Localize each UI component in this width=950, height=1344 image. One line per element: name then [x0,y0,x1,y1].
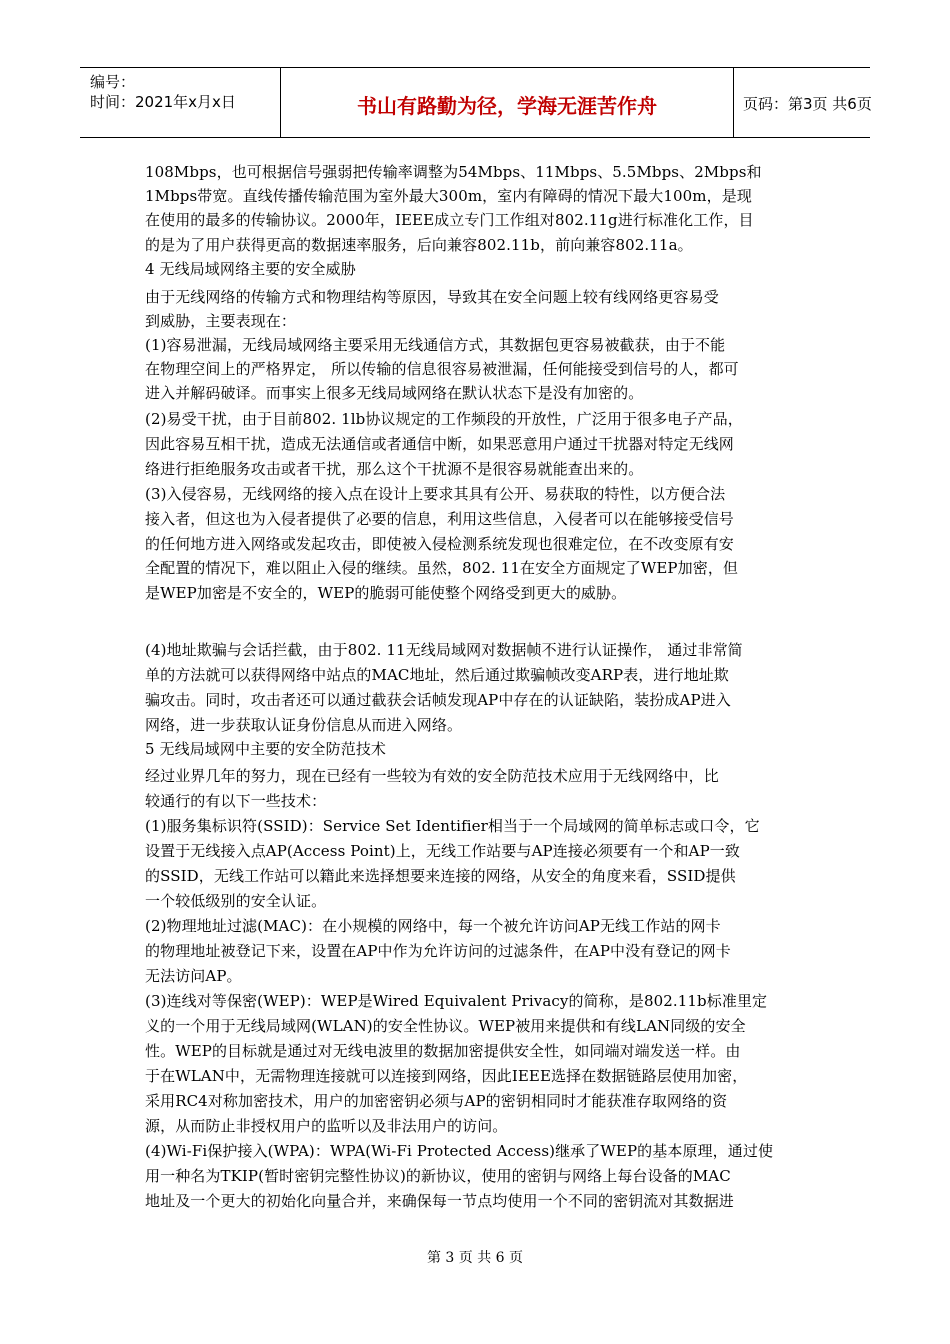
page-header [80,67,870,138]
body-line: 骗攻击。同时，攻击者还可以通过截获会话帧发现AP中存在的认证缺陷，装扮成AP进入 [145,691,731,709]
header-motto: 书山有路勤为径，学海无涯苦作舟 [357,94,657,118]
body-line: 在物理空间上的严格界定， 所以传输的信息很容易被泄漏，任何能接受到信号的人，都可 [145,360,739,378]
body-line: (3)连线对等保密(WEP)：WEP是Wired Equivalent Privacy的简称，是802.11b标准里定 [145,992,768,1010]
header-motto-cell [280,68,734,137]
body-line: (1)服务集标识符(SSID)：Service Set Identifier相当于一个局域网的简单标志或口令，它 [145,817,760,835]
body-line: 是WEP加密是不安全的，WEP的脆弱可能使整个网络受到更大的威胁。 [145,584,627,602]
body-line: 于在WLAN中，无需物理连接就可以连接到网络，因此IEEE选择在数据链路层使用加密， [145,1067,748,1085]
body-line: 无法访问AP。 [145,967,242,985]
body-line: 进入并解码破译。而事实上很多无线局域网络在默认状态下是没有加密的。 [145,384,644,402]
body-line: (2)物理地址过滤(MAC)：在小规模的网络中，每一个被允许访问AP无线工作站的网卡 [145,917,721,935]
page-footer: 第 3 页 共 6 页 [426,1250,524,1266]
body-line: (1)容易泄漏，无线局域网络主要采用无线通信方式，其数据包更容易被截获，由于不能 [145,336,726,354]
header-page-cell [733,68,870,137]
body-line: 较通行的有以下一些技术： [145,792,327,810]
body-line: 设置于无线接入点AP(Access Point)上，无线工作站要与AP连接必须要有一个和AP一致 [145,842,740,860]
body-line: (4)地址欺骗与会话拦截，由于802. 11无线局域网对数据帧不进行认证操作， 通过非常简 [145,641,743,659]
body-line: 在使用的最多的传输协议。2000年，IEEE成立专门工作组对802.11g进行标准化工作，目 [145,211,754,229]
body-line: 一个较低级别的安全认证。 [145,892,327,910]
body-line: 用一种名为TKIP(暂时密钥完整性协议)的新协议，使用的密钥与网络上每台设备的MAC [145,1167,731,1185]
body-line: 源，从而防止非授权用户的监听以及非法用户的访问。 [145,1117,508,1135]
document-time-label: 时间：2021年x月x日 [90,93,236,111]
body-line: 的任何地方进入网络或发起攻击，即使被入侵检测系统发现也很难定位，在不改变原有安 [145,535,734,553]
body-line: 单的方法就可以获得网络中站点的MAC地址，然后通过欺骗帧改变ARP表，进行地址欺 [145,666,729,684]
body-line: 网络，进一步获取认证身份信息从而进入网络。 [145,716,463,734]
header-page-number: 页码：第3页 共6页 [743,95,872,113]
body-line: 义的一个用于无线局域网(WLAN)的安全性协议。WEP被用来提供和有线LAN同级的安全 [145,1017,746,1035]
header-meta-cell [80,68,280,137]
body-line: 108Mbps，也可根据信号强弱把传输率调整为54Mbps、11Mbps、5.5Mbps、2Mbps和 [145,163,762,181]
body-line: 1Mbps带宽。直线传播传输范围为室外最大300m，室内有障碍的情况下最大100m，是现 [145,187,752,205]
body-line: 性。WEP的目标就是通过对无线电波里的数据加密提供安全性，如同端对端发送一样。由 [145,1042,741,1060]
body-line: 到威胁，主要表现在： [145,312,297,330]
body-line: 地址及一个更大的初始化向量合并，来确保每一节点均使用一个不同的密钥流对其数据进 [145,1192,734,1210]
section-heading: 5 无线局域网中主要的安全防范技术 [145,740,387,758]
body-line: (2)易受干扰，由于目前802. 1lb协议规定的工作频段的开放性，广泛用于很多电子产品， [145,410,743,428]
body-line: (4)Wi-Fi保护接入(WPA)：WPA(Wi-Fi Protected Access)继承了WEP的基本原理，通过使 [145,1142,774,1160]
document-code-label: 编号： [90,73,136,91]
body-line: 全配置的情况下，难以阻止入侵的继续。虽然，802. 11在安全方面规定了WEP加密，但 [145,559,739,577]
body-line: 因此容易互相干扰，造成无法通信或者通信中断，如果恶意用户通过干扰器对特定无线网 [145,435,734,453]
body-line: 接入者，但这也为入侵者提供了必要的信息，利用这些信息，入侵者可以在能够接受信号 [145,510,734,528]
body-line: 的是为了用户获得更高的数据速率服务，后向兼容802.11b，前向兼容802.11a。 [145,236,693,254]
body-line: 络进行拒绝服务攻击或者干扰，那么这个干扰源不是很容易就能查出来的。 [145,460,644,478]
body-line: 的SSID，无线工作站可以籍此来选择想要来连接的网络，从安全的角度来看，SSID提供 [145,867,736,885]
body-line: (3)入侵容易，无线网络的接入点在设计上要求其具有公开、易获取的特性，以方便合法 [145,485,726,503]
body-line: 采用RC4对称加密技术，用户的加密密钥必须与AP的密钥相同时才能获准存取网络的资 [145,1092,728,1110]
body-line: 的物理地址被登记下来，设置在AP中作为允许访问的过滤条件，在AP中没有登记的网卡 [145,942,731,960]
body-line: 经过业界几年的努力，现在已经有一些较为有效的安全防范技术应用于无线网络中，比 [145,767,719,785]
section-heading: 4 无线局域网络主要的安全威胁 [145,260,356,278]
body-line: 由于无线网络的传输方式和物理结构等原因，导致其在安全问题上较有线网络更容易受 [145,288,719,306]
